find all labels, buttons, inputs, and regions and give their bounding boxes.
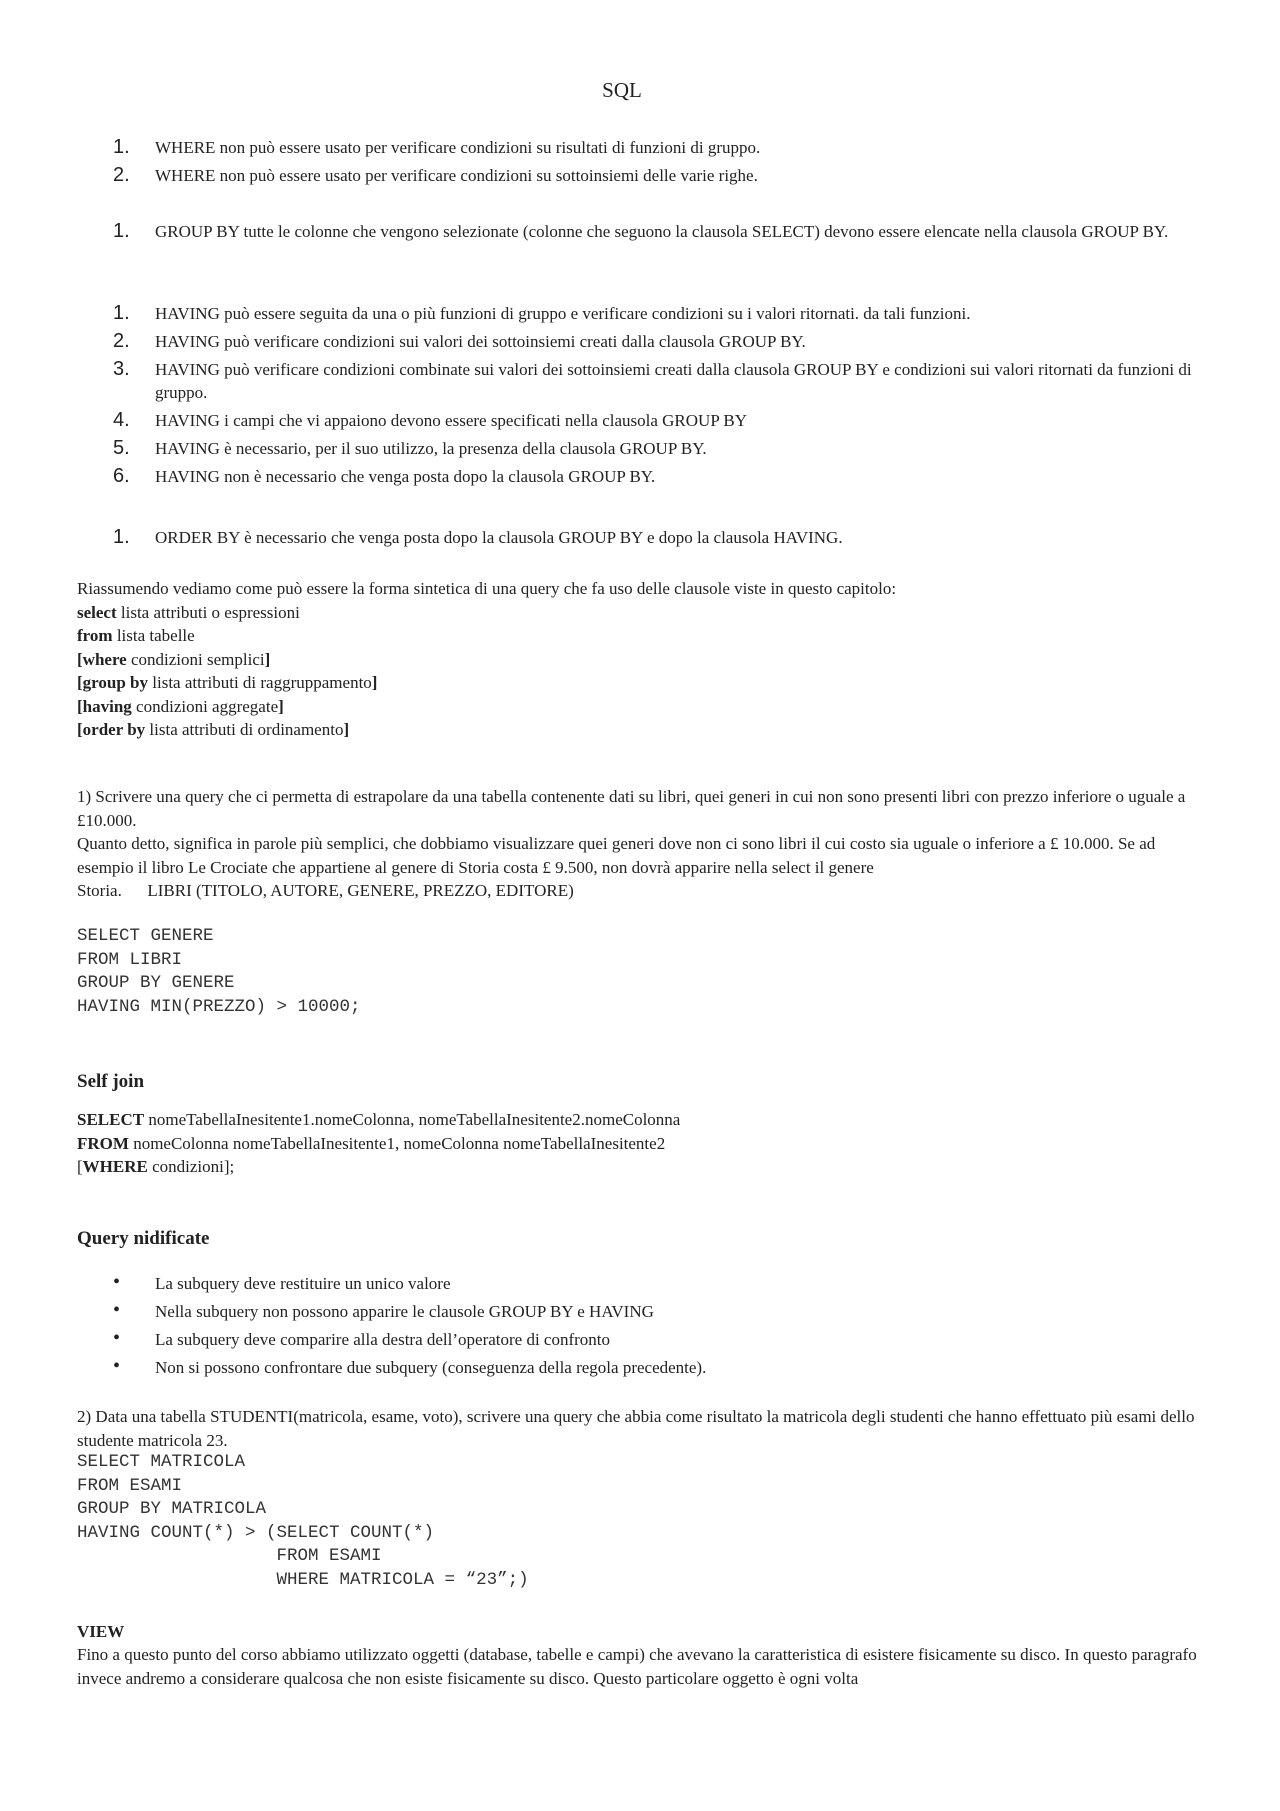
groupby-list	[77, 220, 1207, 248]
list-item: 6. HAVING non è necessario che venga posta dopo la clausola GROUP BY.	[113, 465, 656, 487]
bullet-icon: •	[113, 1271, 121, 1293]
orderby-list	[77, 526, 1207, 554]
exercise-2-text: 2) Data una tabella STUDENTI(matricola, esame, voto), scrivere una query che abbia come risultato la matricola degli studenti che hanno effettuato più esami dello studente matricola 23.	[77, 1407, 1195, 1450]
exercise-1-code: SELECT GENERE FROM LIBRI GROUP BY GENERE HAVING MIN(PREZZO) > 10000;	[77, 926, 361, 1017]
bullet-icon: •	[113, 1327, 121, 1349]
selfjoin-syntax: SELECT nomeTabellaInesitente1.nomeColonna, nomeTabellaInesitente2.nomeColonna FROM nomeColonna nomeTabellaInesitente1, nomeColonna nomeTabellaInesitente2 [WHERE condizioni];	[77, 1110, 681, 1176]
list-item: • Non si possono confrontare due subquery (conseguenza della regola precedente).	[113, 1355, 707, 1377]
syntax-line: from lista tabelle	[77, 626, 195, 645]
nested-bullets	[77, 1272, 1207, 1384]
selfjoin-heading: Self join	[77, 1071, 145, 1092]
view-text: Fino a questo punto del corso abbiamo utilizzato oggetti (database, tabelle e campi) che avevano la caratteristica di esistere fisicamente su disco. In questo paragrafo invece andremo a considerare qualcosa che non esiste fisicamente su disco. Questo particolare oggetto è ogni volta	[77, 1645, 1197, 1688]
syntax-line: [order by lista attributi di ordinamento]	[77, 720, 350, 739]
list-item: 1. WHERE non può essere usato per verificare condizioni su risultati di funzioni di gruppo.	[113, 136, 761, 158]
syntax-line: [group by lista attributi di raggruppamento]	[77, 673, 378, 692]
list-item: 2. WHERE non può essere usato per verificare condizioni su sottoinsiemi delle varie righe.	[113, 164, 758, 186]
exercise-1-text: 1) Scrivere una query che ci permetta di estrapolare da una tabella contenente dati su libri, quei generi in cui non sono presenti libri con prezzo inferiore o uguale a £10.000. Quanto detto, significa in parole più semplici, che dobbiamo visualizzare quei generi dove non ci sono libri il cui costo sia uguale o inferiore a £ 10.000. Se ad esempio il libro Le Crociate che appartiene al genere di Storia costa £ 9.500, non dovrà apparire nella select il genere Storia. LIBRI (TITOLO, AUTORE, GENERE, PREZZO, EDITORE)	[77, 787, 1186, 900]
nested-heading: Query nidificate	[77, 1228, 210, 1249]
syntax-line: [having condizioni aggregate]	[77, 696, 284, 716]
list-item: 3. HAVING può verificare condizioni combinate sui valori dei sottoinsiemi creati dalla clausola GROUP BY e condizioni sui valori ritornati da funzioni di gruppo.	[113, 358, 1192, 402]
exercise-2-code: SELECT MATRICOLA FROM ESAMI GROUP BY MATRICOLA HAVING COUNT(*) > (SELECT COUNT(*) FROM ESAMI WHERE MATRICOLA = “23”;)	[77, 1452, 529, 1590]
list-item: 4. HAVING i campi che vi appaiono devono essere specificati nella clausola GROUP BY	[113, 409, 748, 431]
list-item: • La subquery deve restituire un unico valore	[113, 1271, 451, 1293]
list-item: 1. HAVING può essere seguita da una o più funzioni di gruppo e verificare condizioni su i valori ritornati. da tali funzioni.	[113, 302, 971, 324]
list-item: 1. ORDER BY è necessario che venga posta dopo la clausola GROUP BY e dopo la clausola HAVING.	[113, 526, 843, 548]
list-item: • La subquery deve comparire alla destra dell’operatore di confronto	[113, 1327, 611, 1349]
syntax-line: [where condizioni semplici]	[77, 649, 271, 669]
bullet-icon: •	[113, 1355, 121, 1377]
view-heading: VIEW	[77, 1622, 125, 1641]
having-list	[77, 302, 1207, 493]
list-item: 5. HAVING è necessario, per il suo utilizzo, la presenza della clausola GROUP BY.	[113, 437, 707, 459]
page-title: SQL	[602, 78, 642, 102]
list-item: 1. GROUP BY tutte le colonne che vengono selezionate (colonne che seguono la clausola SELECT) devono essere elencate nella clausola GROUP BY.	[113, 220, 1169, 242]
syntax-line: select lista attributi o espressioni	[77, 602, 300, 622]
summary-intro: Riassumendo vediamo come può essere la forma sintetica di una query che fa uso delle clausole viste in questo capitolo:	[77, 579, 897, 598]
list-item: • Nella subquery non possono apparire le clausole GROUP BY e HAVING	[113, 1299, 654, 1321]
list-item: 2. HAVING può verificare condizioni sui valori dei sottoinsiemi creati dalla clausola GROUP BY.	[113, 330, 806, 352]
summary-block	[77, 577, 1207, 742]
bullet-icon: •	[113, 1299, 121, 1321]
where-list	[77, 136, 1207, 192]
